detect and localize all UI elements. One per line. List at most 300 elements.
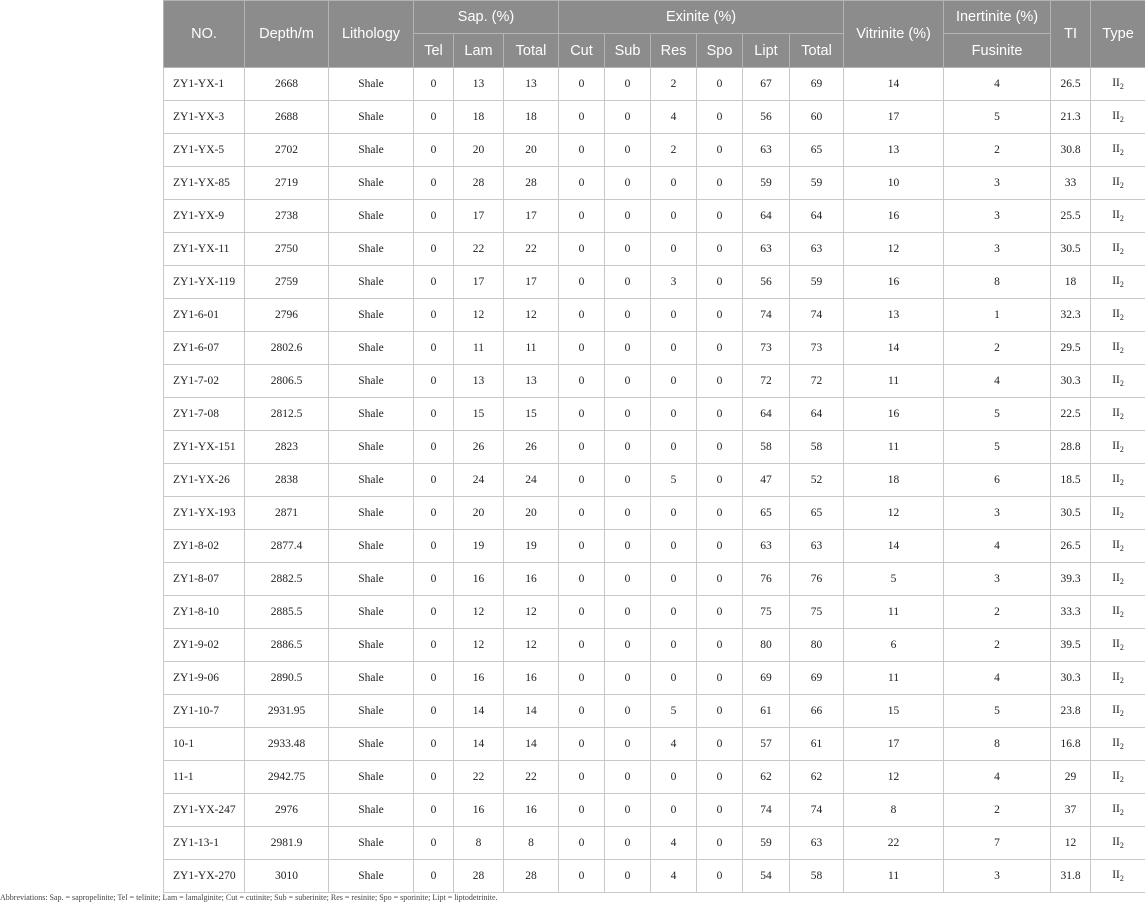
cell-sap-total: 18 xyxy=(504,101,559,134)
cell-fusinite: 5 xyxy=(944,101,1051,134)
cell-cut: 0 xyxy=(559,761,605,794)
table-row xyxy=(164,464,1145,497)
cell-sample-no: ZY1-10-7 xyxy=(164,695,245,728)
cell-sap-total: 28 xyxy=(504,167,559,200)
cell-sap-total: 24 xyxy=(504,464,559,497)
cell-spo: 0 xyxy=(697,365,743,398)
cell-exinite-total: 69 xyxy=(790,662,844,695)
cell-cut: 0 xyxy=(559,200,605,233)
type-base: II xyxy=(1112,770,1120,782)
cell-tel: 0 xyxy=(414,266,454,299)
cell-depth: 2738 xyxy=(245,200,329,233)
cell-tel: 0 xyxy=(414,629,454,662)
cell-lithology: Shale xyxy=(329,596,414,629)
cell-fusinite: 2 xyxy=(944,794,1051,827)
cell-cut: 0 xyxy=(559,68,605,101)
cell-sample-no: ZY1-13-1 xyxy=(164,827,245,860)
table-row xyxy=(164,200,1145,233)
cell-fusinite: 4 xyxy=(944,68,1051,101)
cell-lipt: 58 xyxy=(743,431,790,464)
cell-sap-total: 17 xyxy=(504,266,559,299)
cell-sub: 0 xyxy=(605,497,651,530)
cell-res: 5 xyxy=(651,464,697,497)
header-inertinite-group: Inertinite (%) xyxy=(944,1,1051,34)
cell-lithology: Shale xyxy=(329,497,414,530)
cell-sub: 0 xyxy=(605,761,651,794)
cell-ti: 30.5 xyxy=(1051,497,1091,530)
cell-depth: 2885.5 xyxy=(245,596,329,629)
cell-cut: 0 xyxy=(559,728,605,761)
cell-fusinite: 8 xyxy=(944,728,1051,761)
cell-tel: 0 xyxy=(414,233,454,266)
cell-vitrinite: 15 xyxy=(844,695,944,728)
cell-sub: 0 xyxy=(605,398,651,431)
cell-exinite-total: 63 xyxy=(790,233,844,266)
cell-spo: 0 xyxy=(697,464,743,497)
cell-exinite-total: 64 xyxy=(790,398,844,431)
cell-sap-total: 12 xyxy=(504,596,559,629)
cell-lipt: 57 xyxy=(743,728,790,761)
cell-cut: 0 xyxy=(559,101,605,134)
cell-fusinite: 2 xyxy=(944,332,1051,365)
cell-sample-no: 10-1 xyxy=(164,728,245,761)
cell-ti: 21.3 xyxy=(1051,101,1091,134)
cell-exinite-total: 72 xyxy=(790,365,844,398)
cell-fusinite: 4 xyxy=(944,365,1051,398)
cell-vitrinite: 16 xyxy=(844,200,944,233)
cell-lam: 14 xyxy=(454,695,504,728)
table-row xyxy=(164,530,1145,563)
cell-type xyxy=(1091,530,1145,563)
cell-sample-no: ZY1-YX-85 xyxy=(164,167,245,200)
type-subscript: 2 xyxy=(1120,313,1124,322)
cell-vitrinite: 14 xyxy=(844,68,944,101)
type-base: II xyxy=(1112,440,1120,452)
type-subscript: 2 xyxy=(1120,643,1124,652)
cell-type xyxy=(1091,68,1145,101)
cell-lam: 11 xyxy=(454,332,504,365)
cell-sap-total: 8 xyxy=(504,827,559,860)
cell-vitrinite: 10 xyxy=(844,167,944,200)
cell-ti: 28.8 xyxy=(1051,431,1091,464)
cell-sample-no: ZY1-8-10 xyxy=(164,596,245,629)
type-subscript: 2 xyxy=(1120,247,1124,256)
cell-res: 0 xyxy=(651,629,697,662)
cell-fusinite: 4 xyxy=(944,662,1051,695)
cell-ti: 32.3 xyxy=(1051,299,1091,332)
type-subscript: 2 xyxy=(1120,412,1124,421)
cell-res: 0 xyxy=(651,332,697,365)
cell-type xyxy=(1091,431,1145,464)
cell-type xyxy=(1091,398,1145,431)
cell-lithology: Shale xyxy=(329,365,414,398)
cell-depth: 2823 xyxy=(245,431,329,464)
cell-ti: 33 xyxy=(1051,167,1091,200)
type-base: II xyxy=(1112,836,1120,848)
type-subscript: 2 xyxy=(1120,280,1124,289)
cell-type xyxy=(1091,365,1145,398)
cell-vitrinite: 11 xyxy=(844,596,944,629)
cell-spo: 0 xyxy=(697,827,743,860)
cell-depth: 2668 xyxy=(245,68,329,101)
cell-lipt: 64 xyxy=(743,200,790,233)
cell-type xyxy=(1091,134,1145,167)
cell-fusinite: 3 xyxy=(944,497,1051,530)
cell-sap-total: 16 xyxy=(504,563,559,596)
cell-tel: 0 xyxy=(414,134,454,167)
cell-tel: 0 xyxy=(414,101,454,134)
cell-exinite-total: 64 xyxy=(790,200,844,233)
cell-exinite-total: 58 xyxy=(790,860,844,893)
cell-spo: 0 xyxy=(697,860,743,893)
cell-exinite-total: 76 xyxy=(790,563,844,596)
cell-depth: 2812.5 xyxy=(245,398,329,431)
header-res: Res xyxy=(651,34,697,68)
table-row xyxy=(164,431,1145,464)
cell-exinite-total: 66 xyxy=(790,695,844,728)
cell-depth: 2871 xyxy=(245,497,329,530)
type-base: II xyxy=(1112,341,1120,353)
cell-fusinite: 8 xyxy=(944,266,1051,299)
cell-lam: 14 xyxy=(454,728,504,761)
cell-depth: 2750 xyxy=(245,233,329,266)
cell-sample-no: ZY1-YX-11 xyxy=(164,233,245,266)
table-row xyxy=(164,827,1145,860)
cell-spo: 0 xyxy=(697,299,743,332)
maceral-composition-table xyxy=(163,0,1145,893)
cell-res: 0 xyxy=(651,233,697,266)
cell-sub: 0 xyxy=(605,563,651,596)
type-base: II xyxy=(1112,143,1120,155)
cell-type xyxy=(1091,233,1145,266)
cell-res: 0 xyxy=(651,497,697,530)
cell-sap-total: 28 xyxy=(504,860,559,893)
cell-spo: 0 xyxy=(697,200,743,233)
cell-exinite-total: 65 xyxy=(790,497,844,530)
table-row xyxy=(164,332,1145,365)
cell-lipt: 47 xyxy=(743,464,790,497)
cell-spo: 0 xyxy=(697,596,743,629)
cell-spo: 0 xyxy=(697,794,743,827)
cell-sap-total: 20 xyxy=(504,497,559,530)
type-base: II xyxy=(1112,572,1120,584)
cell-vitrinite: 14 xyxy=(844,332,944,365)
cell-tel: 0 xyxy=(414,596,454,629)
cell-cut: 0 xyxy=(559,365,605,398)
cell-sap-total: 20 xyxy=(504,134,559,167)
cell-lam: 16 xyxy=(454,563,504,596)
cell-sample-no: ZY1-6-01 xyxy=(164,299,245,332)
cell-depth: 2759 xyxy=(245,266,329,299)
cell-lipt: 69 xyxy=(743,662,790,695)
cell-cut: 0 xyxy=(559,464,605,497)
cell-exinite-total: 65 xyxy=(790,134,844,167)
cell-cut: 0 xyxy=(559,233,605,266)
cell-depth: 2890.5 xyxy=(245,662,329,695)
cell-sample-no: ZY1-YX-270 xyxy=(164,860,245,893)
cell-res: 0 xyxy=(651,761,697,794)
cell-sub: 0 xyxy=(605,233,651,266)
cell-lam: 17 xyxy=(454,266,504,299)
cell-sample-no: ZY1-YX-119 xyxy=(164,266,245,299)
cell-spo: 0 xyxy=(697,167,743,200)
type-base: II xyxy=(1112,803,1120,815)
cell-lipt: 63 xyxy=(743,530,790,563)
cell-spo: 0 xyxy=(697,530,743,563)
cell-exinite-total: 73 xyxy=(790,332,844,365)
cell-vitrinite: 11 xyxy=(844,365,944,398)
cell-depth: 2802.6 xyxy=(245,332,329,365)
cell-depth: 2976 xyxy=(245,794,329,827)
header-sap-total: Total xyxy=(504,34,559,68)
cell-sample-no: ZY1-6-07 xyxy=(164,332,245,365)
cell-sub: 0 xyxy=(605,200,651,233)
cell-spo: 0 xyxy=(697,134,743,167)
cell-cut: 0 xyxy=(559,596,605,629)
cell-lithology: Shale xyxy=(329,827,414,860)
cell-cut: 0 xyxy=(559,167,605,200)
cell-depth: 2688 xyxy=(245,101,329,134)
type-base: II xyxy=(1112,539,1120,551)
table-row xyxy=(164,266,1145,299)
header-sub: Sub xyxy=(605,34,651,68)
cell-lithology: Shale xyxy=(329,266,414,299)
type-subscript: 2 xyxy=(1120,841,1124,850)
cell-lipt: 65 xyxy=(743,497,790,530)
cell-type xyxy=(1091,761,1145,794)
cell-spo: 0 xyxy=(697,695,743,728)
cell-lam: 22 xyxy=(454,233,504,266)
cell-sap-total: 17 xyxy=(504,200,559,233)
header-fusinite: Fusinite xyxy=(944,34,1051,68)
type-base: II xyxy=(1112,671,1120,683)
cell-lam: 8 xyxy=(454,827,504,860)
table-row xyxy=(164,662,1145,695)
cell-tel: 0 xyxy=(414,332,454,365)
cell-res: 2 xyxy=(651,68,697,101)
cell-tel: 0 xyxy=(414,728,454,761)
table-footnote: Abbreviations: Sap. = sapropelinite; Tel = telinite; Lam = lamalginite; Cut = cutinite; Sub = suberinite; Res = resinite; Spo = sporinite; Lipt = liptodetrinite. xyxy=(0,893,498,902)
cell-fusinite: 3 xyxy=(944,167,1051,200)
cell-type xyxy=(1091,662,1145,695)
cell-ti: 23.8 xyxy=(1051,695,1091,728)
cell-lipt: 67 xyxy=(743,68,790,101)
cell-ti: 29 xyxy=(1051,761,1091,794)
cell-sub: 0 xyxy=(605,794,651,827)
type-base: II xyxy=(1112,605,1120,617)
header-exinite-group: Exinite (%) xyxy=(559,1,844,34)
type-subscript: 2 xyxy=(1120,874,1124,883)
cell-lipt: 73 xyxy=(743,332,790,365)
table-row xyxy=(164,695,1145,728)
cell-tel: 0 xyxy=(414,530,454,563)
cell-sap-total: 11 xyxy=(504,332,559,365)
cell-type xyxy=(1091,101,1145,134)
cell-sample-no: ZY1-9-06 xyxy=(164,662,245,695)
cell-sample-no: ZY1-YX-1 xyxy=(164,68,245,101)
cell-sub: 0 xyxy=(605,167,651,200)
cell-exinite-total: 63 xyxy=(790,530,844,563)
cell-sap-total: 16 xyxy=(504,794,559,827)
cell-ti: 39.3 xyxy=(1051,563,1091,596)
cell-cut: 0 xyxy=(559,695,605,728)
cell-sample-no: ZY1-9-02 xyxy=(164,629,245,662)
cell-ti: 31.8 xyxy=(1051,860,1091,893)
cell-sub: 0 xyxy=(605,266,651,299)
cell-sap-total: 15 xyxy=(504,398,559,431)
cell-exinite-total: 60 xyxy=(790,101,844,134)
table-row xyxy=(164,233,1145,266)
cell-lipt: 59 xyxy=(743,827,790,860)
cell-fusinite: 7 xyxy=(944,827,1051,860)
cell-spo: 0 xyxy=(697,233,743,266)
cell-tel: 0 xyxy=(414,827,454,860)
cell-lithology: Shale xyxy=(329,695,414,728)
cell-fusinite: 2 xyxy=(944,596,1051,629)
table-body xyxy=(164,68,1145,893)
header-lam: Lam xyxy=(454,34,504,68)
table-row xyxy=(164,68,1145,101)
cell-exinite-total: 59 xyxy=(790,266,844,299)
cell-exinite-total: 74 xyxy=(790,794,844,827)
cell-res: 4 xyxy=(651,728,697,761)
cell-type xyxy=(1091,464,1145,497)
cell-tel: 0 xyxy=(414,761,454,794)
cell-lam: 12 xyxy=(454,596,504,629)
cell-vitrinite: 18 xyxy=(844,464,944,497)
cell-ti: 30.5 xyxy=(1051,233,1091,266)
cell-sub: 0 xyxy=(605,662,651,695)
cell-lam: 28 xyxy=(454,167,504,200)
cell-lam: 28 xyxy=(454,860,504,893)
cell-lam: 24 xyxy=(454,464,504,497)
cell-fusinite: 6 xyxy=(944,464,1051,497)
cell-depth: 2931.95 xyxy=(245,695,329,728)
type-base: II xyxy=(1112,242,1120,254)
cell-res: 0 xyxy=(651,365,697,398)
type-base: II xyxy=(1112,209,1120,221)
cell-sample-no: ZY1-8-02 xyxy=(164,530,245,563)
cell-sub: 0 xyxy=(605,596,651,629)
cell-depth: 2933.48 xyxy=(245,728,329,761)
cell-lam: 17 xyxy=(454,200,504,233)
type-subscript: 2 xyxy=(1120,610,1124,619)
cell-spo: 0 xyxy=(697,629,743,662)
cell-sap-total: 22 xyxy=(504,761,559,794)
cell-cut: 0 xyxy=(559,266,605,299)
cell-sub: 0 xyxy=(605,827,651,860)
cell-sub: 0 xyxy=(605,299,651,332)
cell-spo: 0 xyxy=(697,431,743,464)
cell-sample-no: ZY1-YX-26 xyxy=(164,464,245,497)
cell-depth: 2877.4 xyxy=(245,530,329,563)
cell-vitrinite: 11 xyxy=(844,860,944,893)
type-subscript: 2 xyxy=(1120,214,1124,223)
cell-sample-no: ZY1-YX-247 xyxy=(164,794,245,827)
type-subscript: 2 xyxy=(1120,478,1124,487)
cell-ti: 39.5 xyxy=(1051,629,1091,662)
cell-lithology: Shale xyxy=(329,860,414,893)
cell-exinite-total: 63 xyxy=(790,827,844,860)
cell-lam: 22 xyxy=(454,761,504,794)
cell-res: 3 xyxy=(651,266,697,299)
type-subscript: 2 xyxy=(1120,346,1124,355)
cell-exinite-total: 69 xyxy=(790,68,844,101)
cell-lipt: 76 xyxy=(743,563,790,596)
cell-cut: 0 xyxy=(559,299,605,332)
cell-type xyxy=(1091,332,1145,365)
cell-sap-total: 13 xyxy=(504,68,559,101)
cell-cut: 0 xyxy=(559,629,605,662)
table-row xyxy=(164,728,1145,761)
cell-sub: 0 xyxy=(605,464,651,497)
cell-sub: 0 xyxy=(605,134,651,167)
cell-lam: 12 xyxy=(454,629,504,662)
cell-sub: 0 xyxy=(605,332,651,365)
cell-fusinite: 4 xyxy=(944,761,1051,794)
cell-vitrinite: 16 xyxy=(844,398,944,431)
cell-cut: 0 xyxy=(559,662,605,695)
cell-tel: 0 xyxy=(414,464,454,497)
cell-lipt: 72 xyxy=(743,365,790,398)
cell-ti: 18.5 xyxy=(1051,464,1091,497)
cell-ti: 12 xyxy=(1051,827,1091,860)
cell-spo: 0 xyxy=(697,662,743,695)
cell-lam: 16 xyxy=(454,662,504,695)
cell-lithology: Shale xyxy=(329,728,414,761)
cell-lam: 15 xyxy=(454,398,504,431)
type-subscript: 2 xyxy=(1120,544,1124,553)
cell-vitrinite: 8 xyxy=(844,794,944,827)
cell-res: 0 xyxy=(651,200,697,233)
cell-res: 4 xyxy=(651,101,697,134)
cell-ti: 22.5 xyxy=(1051,398,1091,431)
type-subscript: 2 xyxy=(1120,445,1124,454)
cell-exinite-total: 80 xyxy=(790,629,844,662)
cell-ti: 33.3 xyxy=(1051,596,1091,629)
table-row xyxy=(164,761,1145,794)
cell-cut: 0 xyxy=(559,497,605,530)
cell-sap-total: 14 xyxy=(504,695,559,728)
cell-type xyxy=(1091,596,1145,629)
cell-lam: 13 xyxy=(454,68,504,101)
header-tel: Tel xyxy=(414,34,454,68)
header-exinite-total: Total xyxy=(790,34,844,68)
type-base: II xyxy=(1112,374,1120,386)
header-ti: TI xyxy=(1051,1,1091,68)
type-base: II xyxy=(1112,506,1120,518)
cell-lam: 12 xyxy=(454,299,504,332)
cell-lipt: 56 xyxy=(743,101,790,134)
cell-sap-total: 22 xyxy=(504,233,559,266)
cell-type xyxy=(1091,629,1145,662)
table-row xyxy=(164,794,1145,827)
type-subscript: 2 xyxy=(1120,709,1124,718)
cell-sample-no: 11-1 xyxy=(164,761,245,794)
cell-spo: 0 xyxy=(697,68,743,101)
cell-lipt: 63 xyxy=(743,233,790,266)
cell-lithology: Shale xyxy=(329,662,414,695)
cell-cut: 0 xyxy=(559,827,605,860)
table-row xyxy=(164,134,1145,167)
cell-res: 0 xyxy=(651,530,697,563)
type-base: II xyxy=(1112,275,1120,287)
cell-tel: 0 xyxy=(414,167,454,200)
cell-ti: 30.8 xyxy=(1051,134,1091,167)
header-cut: Cut xyxy=(559,34,605,68)
header-vitrinite: Vitrinite (%) xyxy=(844,1,944,68)
cell-type xyxy=(1091,827,1145,860)
